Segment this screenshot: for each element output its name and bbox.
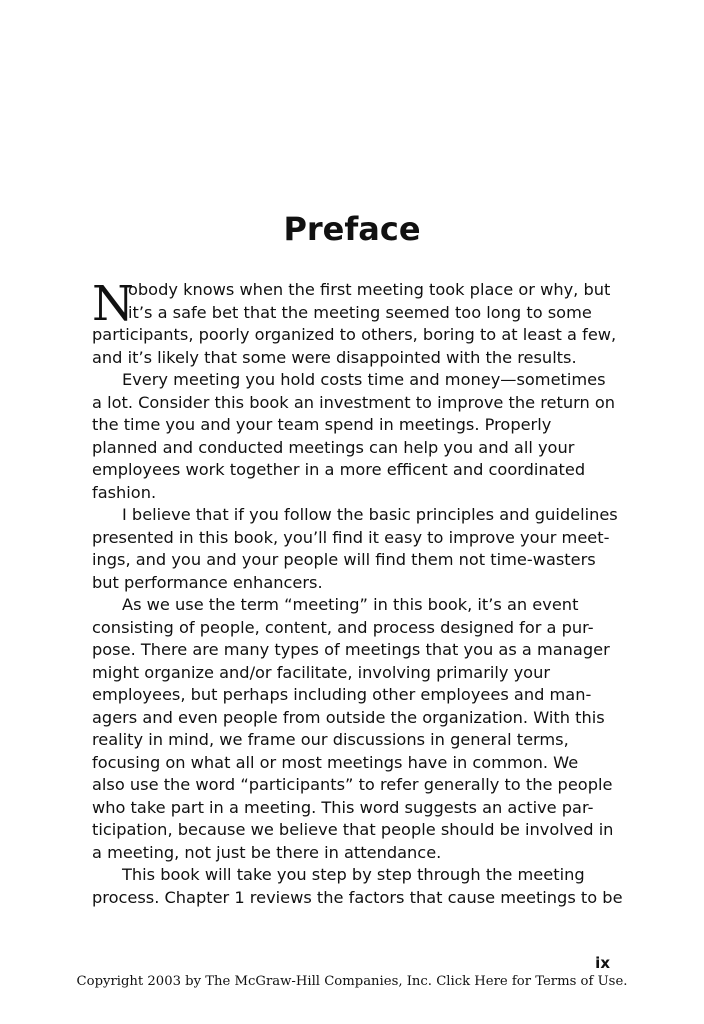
paragraph-line: agers and even people from outside the organization. With this	[92, 707, 605, 727]
paragraph-line: As we use the term “meeting” in this book, it’s an event	[122, 595, 579, 614]
paragraph-line: employees work together in a more efficent and coordinated	[92, 460, 586, 479]
paragraph-line: employees, but perhaps including other employees and man-	[92, 685, 592, 704]
paragraph-line: but performance enhancers.	[92, 572, 323, 592]
drop-cap: N	[92, 276, 134, 332]
paragraph-line: Every meeting you hold costs time and money—sometimes	[122, 370, 606, 389]
paragraph-line: might organize and/or facilitate, involving primarily your	[92, 662, 550, 682]
paragraph-line: presented in this book, you’ll find it easy to improve your meet-	[92, 527, 610, 547]
copyright-text: Copyright 2003 by The McGraw-Hill Companies, Inc. Click Here for Terms of Use.	[76, 974, 628, 989]
preface-body	[92, 276, 623, 909]
paragraph-line: the time you and your team spend in meetings. Properly	[92, 415, 552, 434]
paragraph-line: I believe that if you follow the basic principles and guidelines	[122, 505, 618, 524]
paragraph-line: ticipation, because we believe that people should be involved in	[92, 820, 614, 839]
copyright-footer	[0, 972, 704, 992]
paragraph-line: participants, poorly organized to others, boring to at least a few,	[92, 325, 617, 344]
paragraph-line: ings, and you and your people will find them not time-wasters	[92, 550, 596, 569]
paragraph-line: This book will take you step by step through the meeting	[122, 865, 585, 884]
paragraph-line: pose. There are many types of meetings that you as a manager	[92, 640, 610, 659]
paragraph-line: a meeting, not just be there in attendance.	[92, 842, 442, 862]
page-title: Preface	[283, 210, 421, 249]
paragraph-line: and it’s likely that some were disappointed with the results.	[92, 347, 577, 367]
paragraph-line: consisting of people, content, and process designed for a pur-	[92, 617, 594, 637]
paragraph-line: planned and conducted meetings can help you and all your	[92, 437, 575, 457]
paragraph-line: reality in mind, we frame our discussions in general terms,	[92, 730, 569, 749]
paragraph-line: who take part in a meeting. This word suggests an active par-	[92, 797, 594, 817]
line-text: obody knows when the first meeting took place or why, but	[128, 280, 611, 299]
line-text: it’s a safe bet that the meeting seemed too long to some	[128, 302, 592, 322]
paragraph-line: focusing on what all or most meetings have in common. We	[92, 752, 579, 772]
paragraph-line: also use the word “participants” to refer generally to the people	[92, 775, 613, 794]
paragraph-line: a lot. Consider this book an investment to improve the return on	[92, 392, 616, 412]
page-number: ix	[595, 954, 610, 972]
paragraph-line: fashion.	[92, 482, 157, 502]
paragraph-line	[92, 302, 622, 325]
paragraph-line: process. Chapter 1 reviews the factors that cause meetings to be	[92, 887, 623, 907]
